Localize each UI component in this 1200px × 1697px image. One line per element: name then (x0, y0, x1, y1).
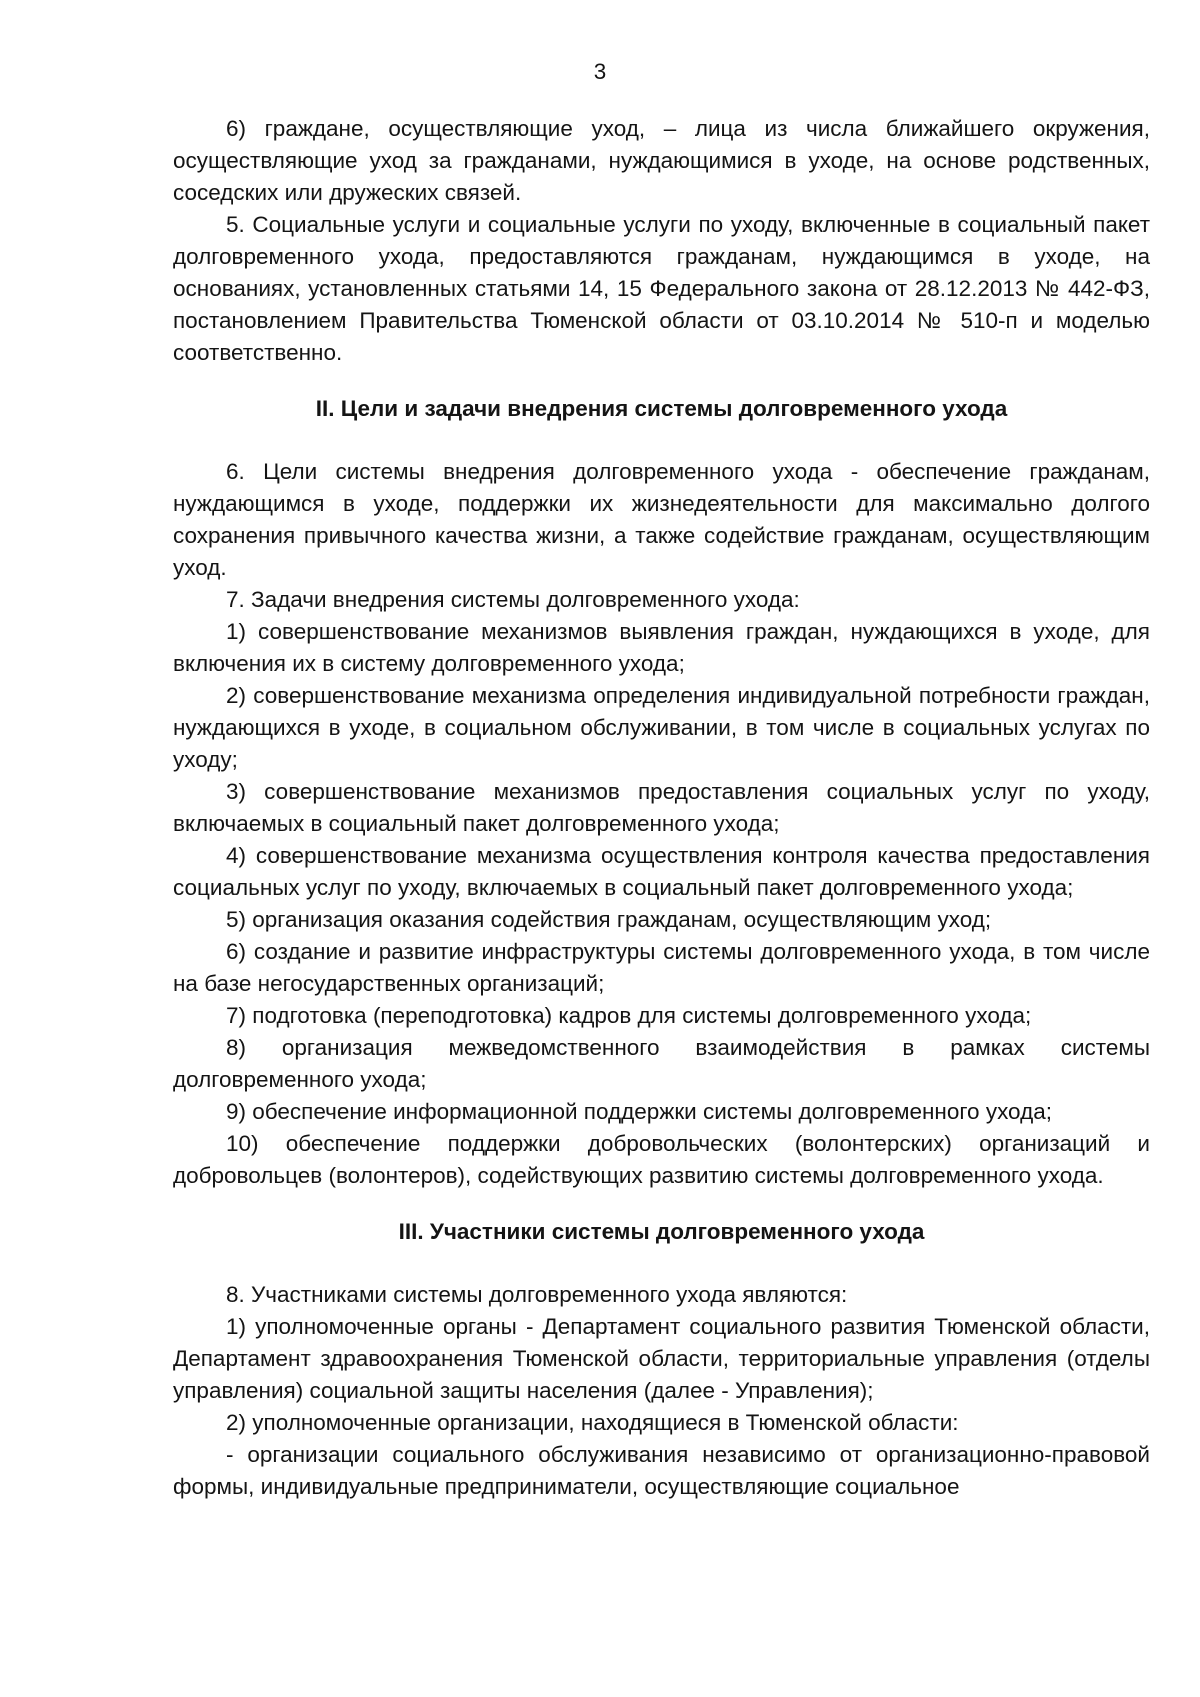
paragraph: 8. Участниками системы долговременного ухода являются: (226, 1282, 848, 1307)
paragraph: 7. Задачи внедрения системы долговременного ухода: (226, 587, 800, 612)
section-heading-3: III. Участники системы долговременного ухода (398, 1219, 925, 1244)
document-body (173, 113, 1150, 1503)
list-item: 1) уполномоченные органы - Департамент социального развития Тюменской области, Департамент здравоохранения Тюменской области, территориальные управления (отделы управления) социальной защиты населения (далее - Управления); (173, 1314, 1150, 1403)
list-item: 3) совершенствование механизмов предоставления социальных услуг по уходу, включаемых в социальный пакет долговременного ухода; (173, 779, 1150, 836)
paragraph: 6. Цели системы внедрения долговременного ухода - обеспечение гражданам, нуждающимся в уходе, поддержки их жизнедеятельности для максимально долгого сохранения привычного качества жизни, а также содействие гражданам, осуществляющим уход. (173, 459, 1150, 580)
list-item: 9) обеспечение информационной поддержки системы долговременного ухода; (226, 1099, 1052, 1124)
list-item: 5) организация оказания содействия гражданам, осуществляющим уход; (226, 907, 992, 932)
list-item: 10) обеспечение поддержки добровольческих (волонтерских) организаций и добровольцев (волонтеров), содействующих развитию системы долговременного ухода. (173, 1131, 1150, 1188)
list-item: - организации социального обслуживания независимо от организационно-правовой формы, индивидуальные предприниматели, осуществляющие социальное (173, 1442, 1150, 1499)
paragraph: 5. Социальные услуги и социальные услуги по уходу, включенные в социальный пакет долговременного ухода, предоставляются гражданам, нуждающимся в уходе, на основаниях, установленных статьями 14, 15 Федерального закона от 28.12.2013 № 442-ФЗ, постановлением Правительства Тюменской области от 03.10.2014 № 510-п и моделью соответственно. (173, 212, 1150, 365)
list-item: 2) уполномоченные организации, находящиеся в Тюменской области: (226, 1410, 959, 1435)
section-heading-2: II. Цели и задачи внедрения системы долговременного ухода (315, 396, 1008, 421)
list-item: 1) совершенствование механизмов выявления граждан, нуждающихся в уходе, для включения их в систему долговременного ухода; (173, 619, 1150, 676)
list-item: 7) подготовка (переподготовка) кадров для системы долговременного ухода; (226, 1003, 1032, 1028)
paragraph: 6) граждане, осуществляющие уход, – лица из числа ближайшего окружения, осуществляющие уход за гражданами, нуждающимися в уходе, на основе родственных, соседских или дружеских связей. (173, 116, 1150, 205)
list-item: 8) организация межведомственного взаимодействия в рамках системы долговременного ухода; (173, 1035, 1150, 1092)
list-item: 4) совершенствование механизма осуществления контроля качества предоставления социальных услуг по уходу, включаемых в социальный пакет долговременного ухода; (173, 843, 1150, 900)
list-item: 6) создание и развитие инфраструктуры системы долговременного ухода, в том числе на базе негосударственных организаций; (173, 939, 1150, 996)
list-item: 2) совершенствование механизма определения индивидуальной потребности граждан, нуждающихся в уходе, в социальном обслуживании, в том числе в социальных услугах по уходу; (173, 683, 1150, 772)
page-number: 3 (593, 59, 607, 84)
